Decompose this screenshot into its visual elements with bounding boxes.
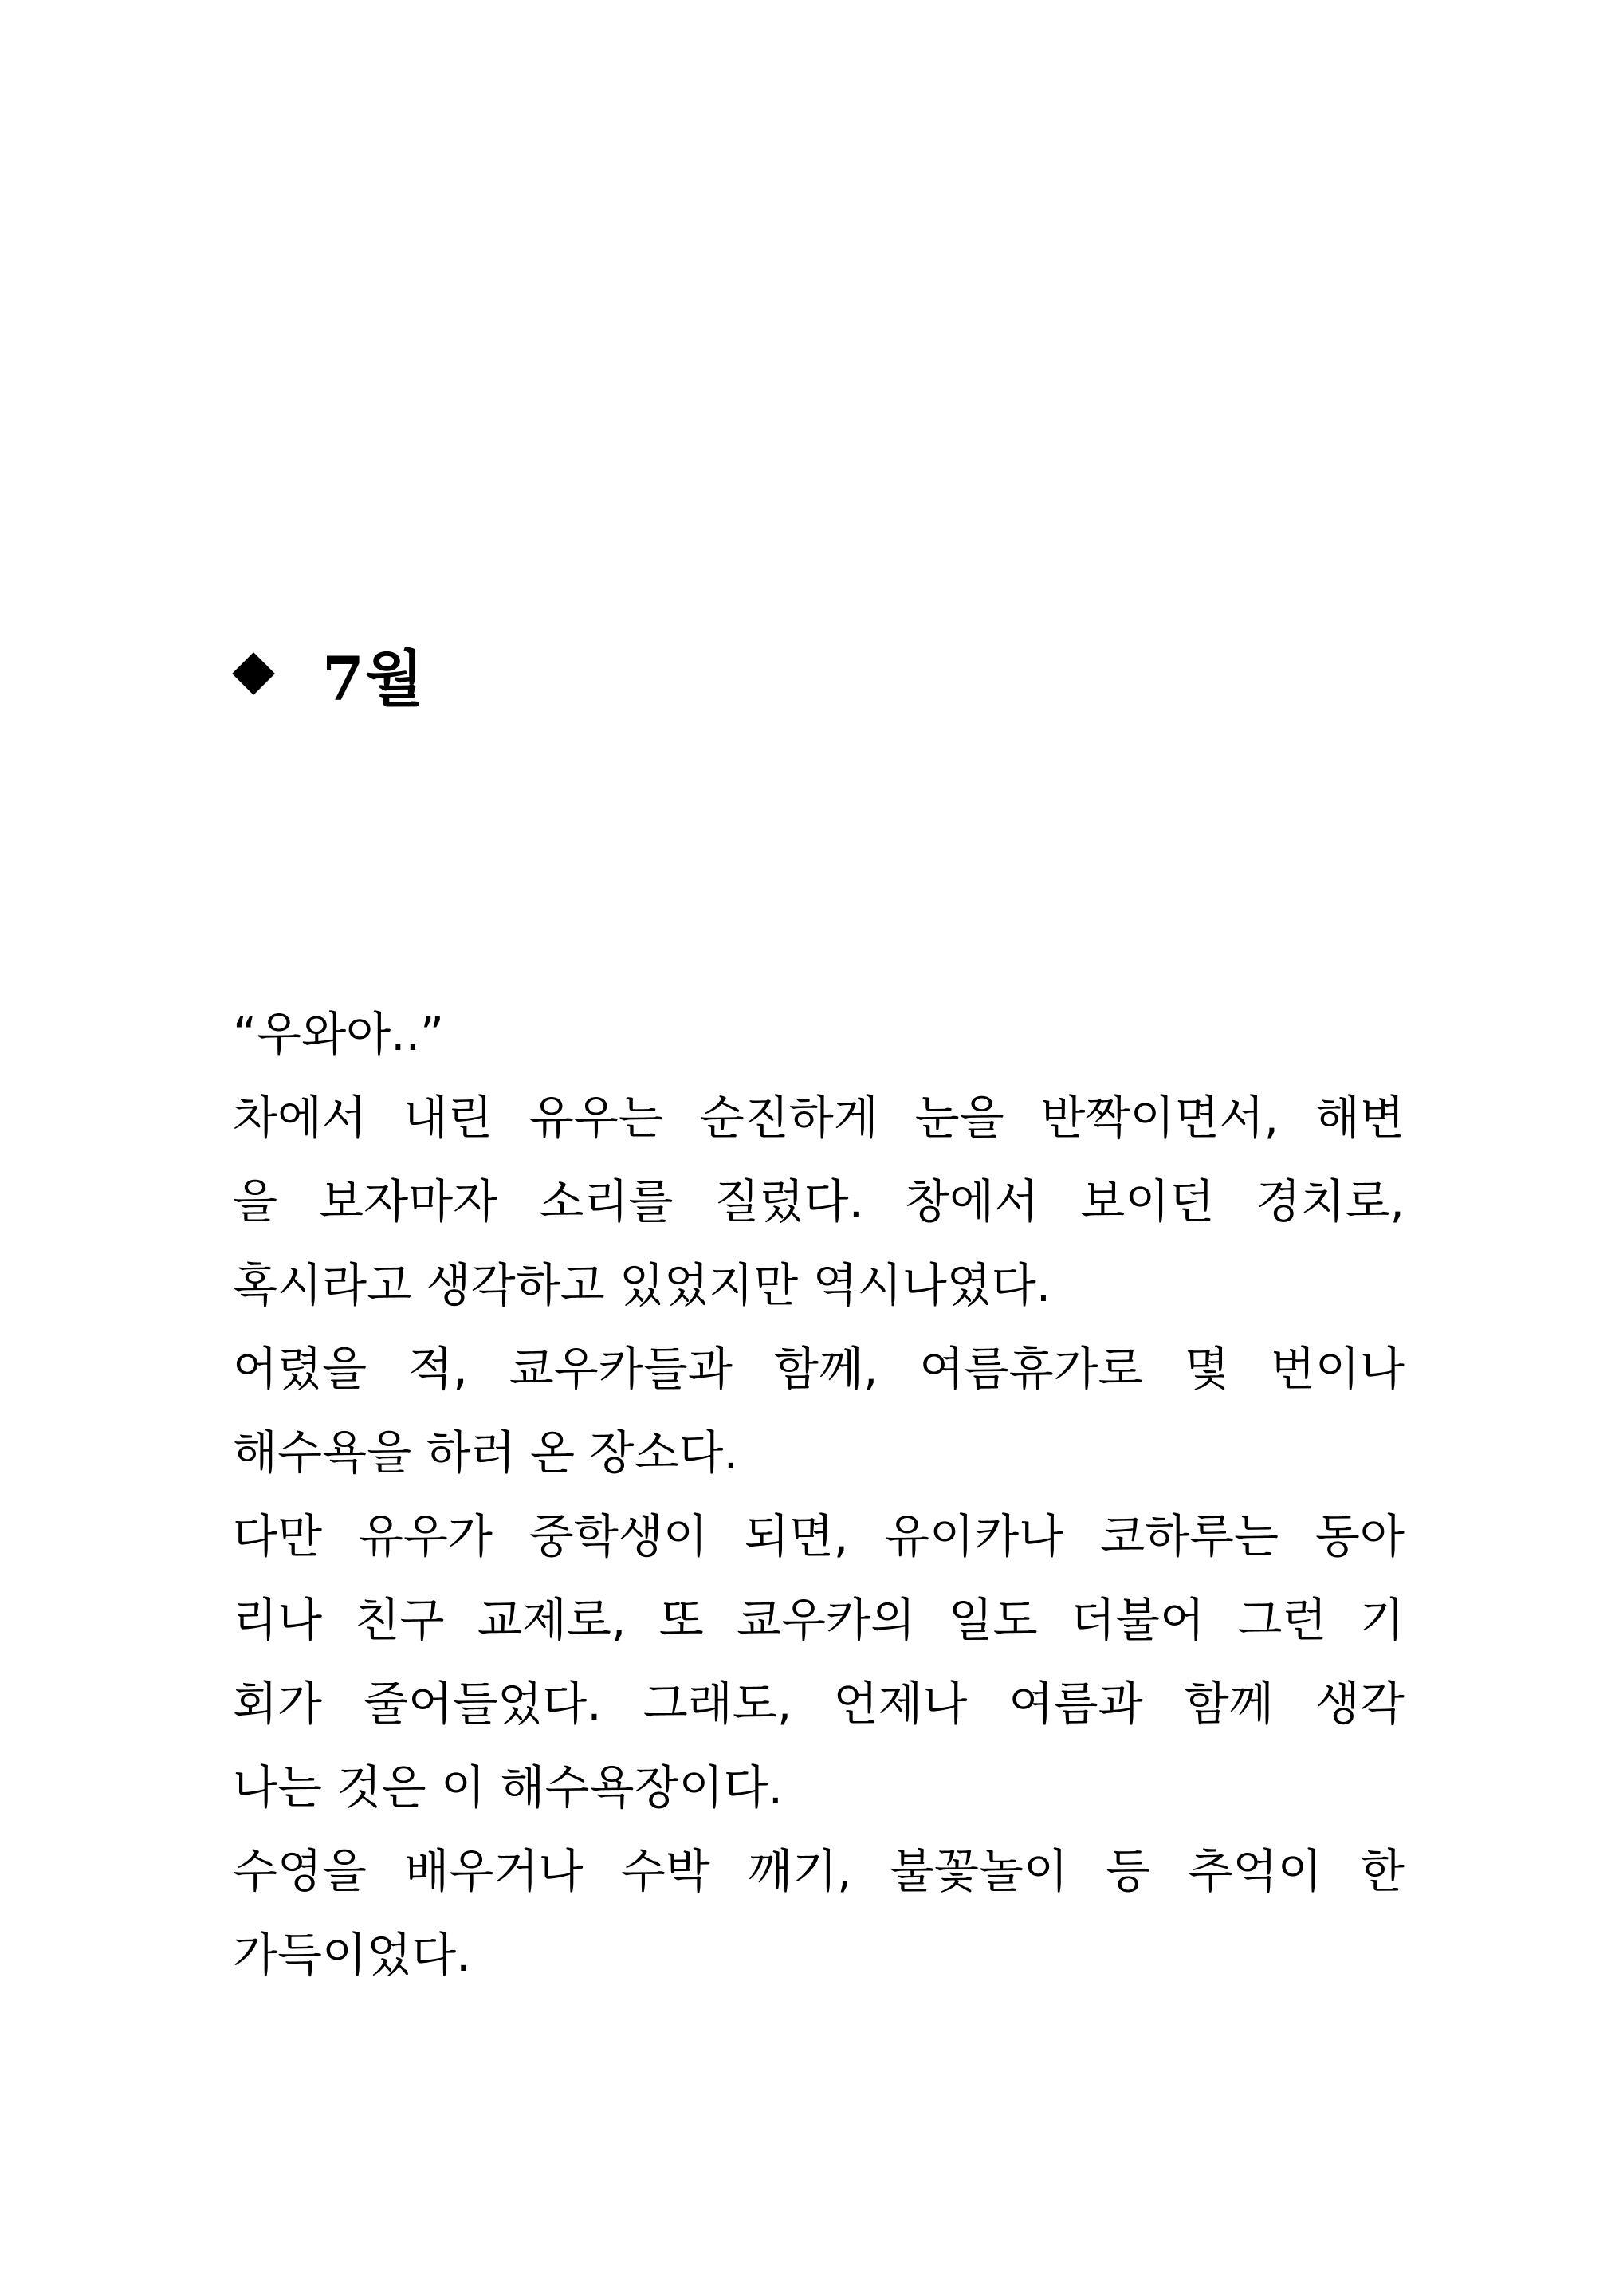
text-line: 해수욕을 하러 온 장소다. <box>233 1425 739 1480</box>
text-line <box>233 1495 1405 1578</box>
word: 유우는 <box>529 1091 663 1145</box>
word: 교제로, <box>477 1593 627 1647</box>
word: 기 <box>1359 1593 1405 1647</box>
word: 질렀다. <box>714 1174 864 1229</box>
word: 배우거나 <box>404 1844 584 1898</box>
word: 수영을 <box>233 1844 367 1898</box>
word: 언제나 <box>833 1677 968 1731</box>
text-line <box>233 1327 1405 1411</box>
word: 그래도, <box>643 1677 792 1731</box>
text-line <box>233 1830 1405 1913</box>
text-line: 나는 것은 이 해수욕장이다. <box>233 1760 784 1814</box>
word: 되면, <box>744 1509 849 1563</box>
word: 코하루는 <box>1099 1509 1279 1563</box>
word: 줄어들었다. <box>364 1677 602 1731</box>
chapter-title: 7월 <box>322 643 425 714</box>
word: 회가 <box>233 1677 323 1731</box>
word: 반짝이면서, <box>1040 1091 1279 1145</box>
text-line <box>233 1076 1405 1160</box>
word: 번이나 <box>1270 1342 1405 1396</box>
word: 다만 <box>233 1509 323 1563</box>
text-line: 혹시라고 생각하고 있었지만 역시나였다. <box>233 1258 1051 1312</box>
word: 더불어 <box>1071 1593 1205 1647</box>
word: 리나 <box>233 1593 323 1647</box>
word: 함께, <box>773 1342 878 1396</box>
word: 차에서 <box>233 1091 367 1145</box>
word: 또 <box>658 1593 704 1647</box>
text-line <box>233 1662 1405 1746</box>
word: 깨기, <box>748 1844 852 1898</box>
word: 친구 <box>355 1593 445 1647</box>
word: 쿄우카들과 <box>509 1342 733 1396</box>
word: 내린 <box>403 1091 493 1145</box>
word: 보이던 <box>1080 1174 1215 1229</box>
word: 추억이 <box>1188 1844 1322 1898</box>
word: 유우가 <box>358 1509 493 1563</box>
word: 쿄우카의 <box>737 1593 916 1647</box>
word: 적, <box>408 1342 468 1396</box>
word: 중학생이 <box>529 1509 708 1563</box>
diamond-icon <box>233 653 274 694</box>
word: 순진하게 <box>699 1091 878 1145</box>
word: 유이카나 <box>885 1509 1064 1563</box>
chapter-heading <box>233 630 424 718</box>
word: 일도 <box>948 1593 1038 1647</box>
word: 그런 <box>1237 1593 1327 1647</box>
text-line: “우와아..” <box>233 1007 445 1061</box>
word: 해변 <box>1315 1091 1405 1145</box>
word: 불꽃놀이 <box>889 1844 1068 1898</box>
text-line: 가득이었다. <box>233 1928 471 1982</box>
word: 보자마자 <box>319 1174 498 1229</box>
word: 등 <box>1106 1844 1151 1898</box>
word: 을 <box>233 1174 278 1229</box>
word: 몇 <box>1184 1342 1229 1396</box>
word: 어렸을 <box>233 1342 367 1396</box>
body-text <box>233 993 1405 1997</box>
word: 함께 <box>1184 1677 1274 1731</box>
word: 창에서 <box>905 1174 1039 1229</box>
word: 소리를 <box>539 1174 674 1229</box>
word: 여름과 <box>1008 1677 1143 1731</box>
word: 수박 <box>620 1844 710 1898</box>
word: 경치로, <box>1256 1174 1405 1229</box>
word: 한 <box>1359 1844 1405 1898</box>
word: 동아 <box>1315 1509 1405 1563</box>
word: 여름휴가로 <box>919 1342 1143 1396</box>
word: 눈을 <box>914 1091 1004 1145</box>
text-line <box>233 1160 1405 1244</box>
word: 생각 <box>1315 1677 1405 1731</box>
text-line <box>233 1578 1405 1662</box>
